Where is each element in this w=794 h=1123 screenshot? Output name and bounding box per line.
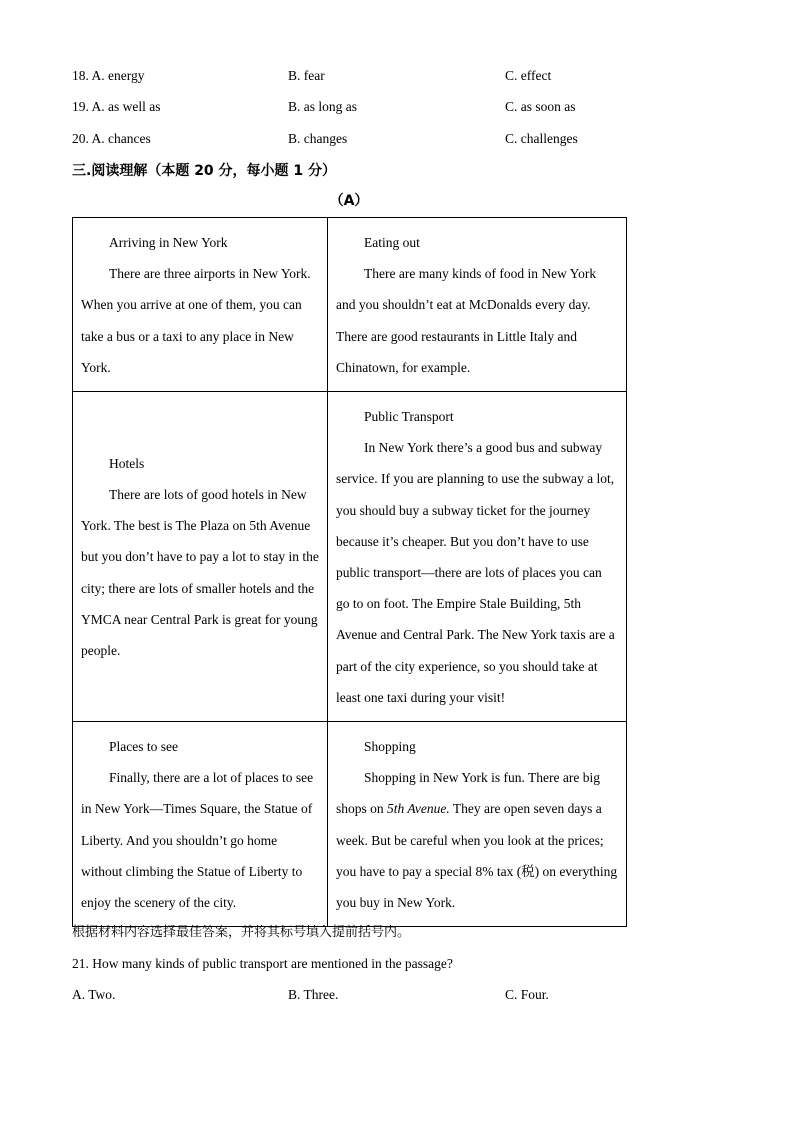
italic-text: 5th Avenue. <box>387 801 450 817</box>
cell-eating-out <box>328 218 627 392</box>
cell-public-transport <box>328 392 627 722</box>
cell-places-to-see <box>73 722 328 927</box>
cell-body: There are lots of good hotels in New York. The best is The Plaza on 5th Avenue but you don’t have to pay a lot to stay in the city; there are lots of smaller hotels and the YMCA near Central Park is great for young people. <box>81 487 319 659</box>
cell-title: Shopping <box>364 739 416 755</box>
cell-body: Finally, there are a lot of places to see in New York—Times Square, the Statue of Liberty. And you shouldn’t go home without climbing the Statue of Liberty to enjoy the scenery of the city. <box>81 770 314 911</box>
cell-title: Places to see <box>109 739 178 755</box>
table-row <box>73 392 627 722</box>
table-row <box>73 218 627 392</box>
body-text: They are open seven days a week. But be careful when you look at the prices; you have to pay a special 8% tax (税) on everything you buy in New York. <box>336 801 618 911</box>
body-text: Shopping in New York is fun. There are big shops on <box>336 770 600 817</box>
option-19-c[interactable]: C. as soon as <box>505 99 576 114</box>
table-row <box>73 722 627 927</box>
option-20-b[interactable]: B. changes <box>288 131 348 146</box>
question-21-options <box>72 985 632 1005</box>
cell-title: Eating out <box>364 235 420 250</box>
option-18-c[interactable]: C. effect <box>505 68 552 83</box>
cell-body <box>336 762 618 918</box>
cell-body: There are three airports in New York. When you arrive at one of them, you can take a bus or a taxi to any place in New York. <box>81 266 311 375</box>
cell-title: Arriving in New York <box>109 235 228 250</box>
cell-hotels <box>73 392 328 722</box>
option-20-a[interactable]: 20. A. chances <box>72 131 151 146</box>
question-21-stem: 21. How many kinds of public transport are mentioned in the passage? <box>72 956 453 971</box>
cell-title: Public Transport <box>364 409 454 425</box>
question-20-options <box>72 129 632 149</box>
instruction-text: 根据材料内容选择最佳答案，并将其标号填入提前括号内。 <box>72 925 411 940</box>
option-21-b[interactable]: B. Three. <box>288 987 339 1002</box>
new-york-info-table <box>72 217 627 927</box>
option-21-c[interactable]: C. Four. <box>505 987 549 1002</box>
passage-label: （A） <box>329 193 369 209</box>
cell-arriving <box>73 218 328 392</box>
option-18-a[interactable]: 18. A. energy <box>72 68 145 83</box>
cell-body: In New York there’s a good bus and subway service. If you are planning to use the subway a lot, you should buy a subway ticket for the journey because it’s cheaper. But you don’t have to use public transport—there are lots of places you can go to on foot. The Empire Stale Building, 5th Avenue and Central Park. The New York taxis are a part of the city experience, so you should take at least one taxi during your visit! <box>336 440 615 705</box>
option-18-b[interactable]: B. fear <box>288 68 325 83</box>
option-19-b[interactable]: B. as long as <box>288 99 357 114</box>
question-19-options <box>72 97 632 117</box>
cell-body: There are many kinds of food in New York and you shouldn’t eat at McDonalds every day. There are good restaurants in Little Italy and Chinatown, for example. <box>336 266 597 375</box>
cell-title: Hotels <box>109 455 145 471</box>
option-21-a[interactable]: A. Two. <box>72 987 116 1002</box>
question-18-options <box>72 66 632 86</box>
option-20-c[interactable]: C. challenges <box>505 131 578 146</box>
cell-shopping <box>328 722 627 927</box>
section-title: 三.阅读理解（本题 20 分，每小题 1 分） <box>72 163 337 179</box>
option-19-a[interactable]: 19. A. as well as <box>72 99 161 114</box>
